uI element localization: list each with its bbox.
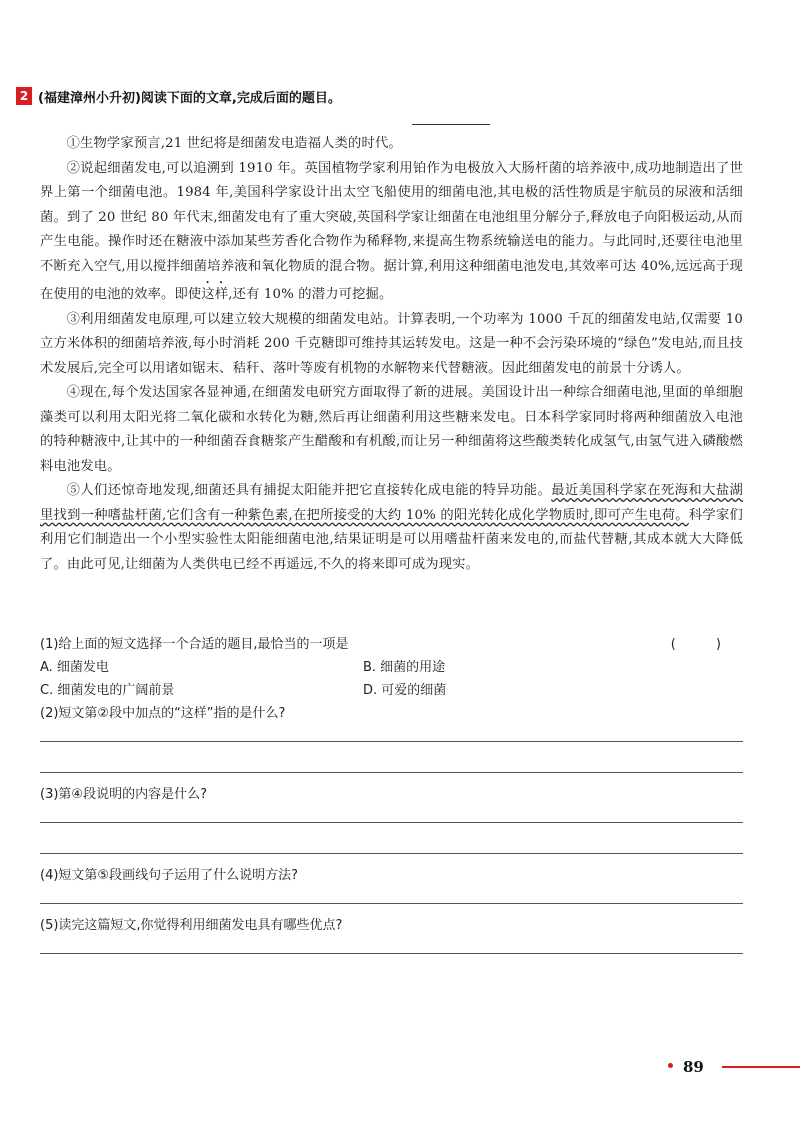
paragraph-5: [40, 479, 743, 577]
question-1-options: [40, 656, 743, 702]
paragraph-2: [40, 157, 743, 308]
paragraph-2-text-b: ,还有 10% 的潜力可挖掘。: [228, 287, 393, 302]
question-list: [40, 633, 743, 954]
question-3: (3)第④段说明的内容是什么?: [40, 787, 207, 802]
paragraph-3: ③利用细菌发电原理,可以建立较大规模的细菌发电站。计算表明,一个功率为 1000 千瓦的细菌发电站,仅需要 10 立方米体积的细菌培养液,每小时消耗 200 千克糖即可维持其运转发电。这是一种不会污染环境的“绿色”发电站,而且技术发展后,完全可以用诸如锯末、秸秆、落叶等废有机物的水解物来代替糖液。因此细菌发电的前景十分诱人。: [40, 311, 743, 376]
answer-line[interactable]: [40, 953, 743, 954]
option-a[interactable]: A. 细菌发电: [40, 660, 109, 675]
paragraph-4: ④现在,每个发达国家各显神通,在细菌发电研究方面取得了新的进展。美国设计出一种综合细菌电池,里面的单细胞藻类可以利用太阳光将二氧化碳和水转化为糖,然后再让细菌利用这些糖来发电。日本科学家同时将两种细菌放入电池的特种糖液中,让其中的一种细菌吞食糖浆产生醋酸和有机酸,而让另一种细菌将这些酸类转化成氢气,由氢气进入磷酸燃料电池发电。: [40, 385, 743, 474]
option-d[interactable]: D. 可爱的细菌: [363, 683, 447, 698]
question-5: (5)读完这篇短文,你觉得利用细菌发电具有哪些优点?: [40, 918, 343, 933]
page-number-dot: [668, 1063, 673, 1068]
dotted-phrase: 这样: [201, 287, 229, 302]
question-source: (福建漳州小升初): [38, 90, 141, 106]
page-number: 89: [683, 1058, 704, 1076]
underlined-sentence: 最近美国科学家在死海和大盐湖里找到一种嗜盐杆菌,它们含有一种紫色素,在把所接受的大约 10% 的阳光转化成化学物质时,即可产生电荷。: [40, 483, 743, 523]
question-4: (4)短文第⑤段画线句子运用了什么说明方法?: [40, 868, 298, 883]
option-c[interactable]: C. 细菌发电的广阔前景: [40, 683, 175, 698]
paragraph-5-text-b: 科学家们利用它们制造出一个小型实验性太阳能细菌电池,结果证明是可以用嗜盐杆菌来发电的,而盐代替糖,其成本就大大降低了。由此可见,让细菌为人类供电已经不再遥远,不久的将来即可成为现实。: [40, 507, 743, 572]
paragraph-2-text-a: ②说起细菌发电,可以追溯到 1910 年。英国植物学家利用铂作为电极放入大肠杆菌的培养液中,成功地制造出了世界上第一个细菌电池。1984 年,美国科学家设计出太空飞船使用的细菌电池,其电极的活性物质是宇航员的尿液和活细菌。到了 20 世纪 80 年代末,细菌发电有了重大突破,英国科学家让细菌在电池组里分解分子,释放电子向阳极运动,从而产生电能。操作时还在糖液中添加某些芳香化合物作为稀释物,来提高生物系统输送电的能力。与此同时,还要往电池里不断充入空气,用以搅拌细菌培养液和氧化物质的混合物。据计算,利用这种细菌电池发电,其效率可达 40%,远远高于现在使用的电池的效率。即使: [40, 160, 743, 302]
question-2: (2)短文第②段中加点的“这样”指的是什么?: [40, 706, 286, 721]
title-blank-line: [412, 124, 490, 125]
answer-parentheses[interactable]: ( ): [670, 637, 739, 652]
reading-passage: [40, 132, 743, 577]
paragraph-1: ①生物学家预言,21 世纪将是细菌发电造福人类的时代。: [66, 136, 402, 151]
page-number-rule: [722, 1066, 800, 1068]
question-number-badge: 2: [16, 87, 32, 105]
question-1: [40, 633, 743, 656]
option-b[interactable]: B. 细菌的用途: [363, 660, 446, 675]
question-instruction: 阅读下面的文章,完成后面的题目。: [140, 90, 341, 106]
question-header: [16, 85, 776, 107]
paragraph-5-text-a: ⑤人们还惊奇地发现,细菌还具有捕捉太阳能并把它直接转化成电能的特异功能。: [66, 483, 552, 498]
question-1-text: (1)给上面的短文选择一个合适的题目,最恰当的一项是: [40, 637, 349, 652]
